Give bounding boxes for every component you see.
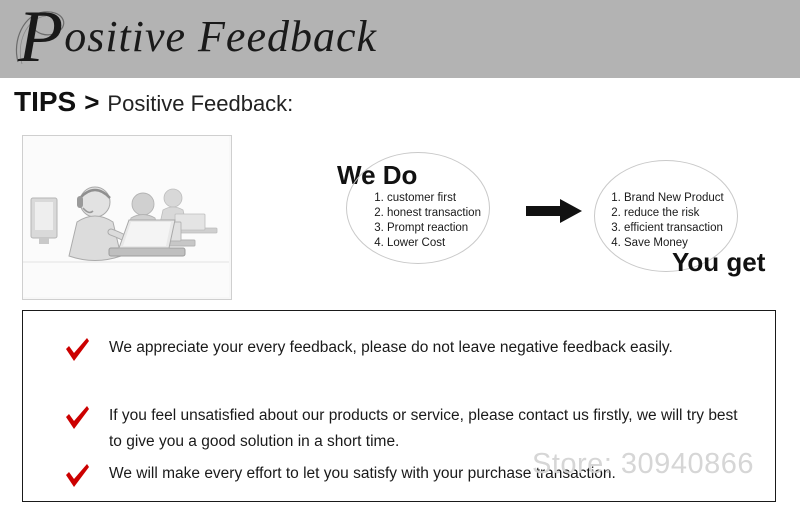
we-do-heading: We Do bbox=[337, 160, 418, 190]
policy-item-text: We appreciate your every feedback, please do not leave negative feedback easily. bbox=[109, 339, 673, 356]
illustration-image bbox=[22, 135, 232, 300]
list-item: 3. efficient transaction bbox=[624, 221, 724, 236]
call-center-agents-illustration bbox=[23, 136, 229, 297]
feedback-policy-panel bbox=[22, 310, 776, 502]
page-header-banner bbox=[0, 0, 800, 78]
tips-breadcrumb bbox=[14, 86, 293, 120]
store-watermark: Store: 30940866 bbox=[532, 448, 754, 480]
check-icon bbox=[63, 404, 91, 432]
you-get-list bbox=[608, 191, 724, 251]
tips-subtitle: Positive Feedback: bbox=[107, 91, 294, 116]
policy-item bbox=[63, 461, 753, 490]
banner-title-dropcap: P bbox=[18, 0, 65, 78]
check-icon bbox=[63, 462, 91, 490]
list-item: 1. customer first bbox=[387, 191, 481, 206]
list-item: 4. Lower Cost bbox=[387, 236, 481, 251]
right-arrow-icon bbox=[524, 196, 584, 226]
tips-label: TIPS bbox=[14, 86, 77, 117]
we-do-list bbox=[371, 191, 481, 251]
banner-title bbox=[18, 0, 378, 78]
you-get-heading: You get bbox=[672, 247, 766, 277]
list-item: 4. Save Money bbox=[624, 236, 724, 251]
list-item: 2. honest transaction bbox=[387, 206, 481, 221]
policy-item-text: If you feel unsatisfied about our products or service, please contact us firstly, we will try best to give you a good solution in a short time. bbox=[109, 407, 738, 450]
list-item: 3. Prompt reaction bbox=[387, 221, 481, 236]
check-icon bbox=[63, 336, 91, 364]
list-item: 2. reduce the risk bbox=[624, 206, 724, 221]
banner-title-text: ositive Feedback bbox=[64, 12, 378, 61]
policy-item bbox=[63, 335, 753, 364]
policy-item bbox=[63, 403, 753, 455]
list-item: 1. Brand New Product bbox=[624, 191, 724, 206]
policy-item-text: We will make every effort to let you satisfy with your purchase transaction. bbox=[109, 465, 616, 482]
breadcrumb-separator-icon: > bbox=[84, 87, 100, 117]
